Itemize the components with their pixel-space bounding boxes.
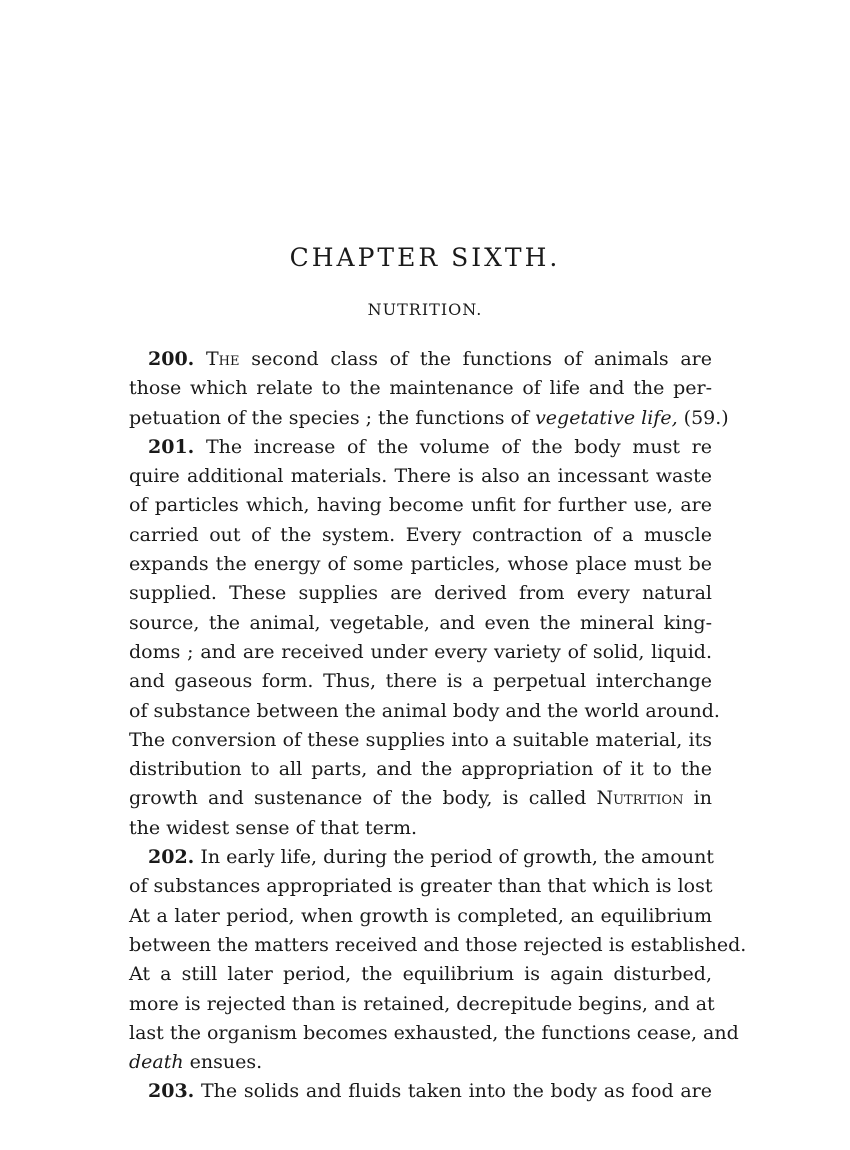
- text-line: distribution to all parts, and the appropriation of it to the: [129, 758, 712, 781]
- text-line: more is rejected than is retained, decrepitude begins, and at: [129, 992, 715, 1015]
- paragraph-202-line-1: [129, 843, 712, 872]
- text-line: last the organism becomes exhausted, the functions cease, and: [129, 1021, 739, 1044]
- italic-word: death: [129, 1051, 184, 1074]
- paragraph-number: 203.: [148, 1080, 195, 1103]
- italic-phrase: vegetative life,: [535, 406, 678, 429]
- body-text: [129, 345, 747, 1107]
- text-line: quire additional materials. There is also an incessant waste: [129, 465, 712, 488]
- text-line: [129, 404, 729, 433]
- text-line: and gaseous form. Thus, there is a perpetual interchange: [129, 670, 712, 693]
- text-line: between the matters received and those rejected is established.: [129, 933, 747, 956]
- text-line: expands the energy of some particles, whose place must be: [129, 553, 712, 576]
- text-line: supplied. These supplies are derived from every natural: [129, 582, 712, 605]
- paragraph-number: 201.: [148, 435, 195, 458]
- text-run: The solids and fluids taken into the body as food are: [201, 1080, 712, 1103]
- paragraph-number: 200.: [148, 348, 195, 370]
- text-line: The conversion of these supplies into a suitable material, its: [129, 728, 712, 751]
- section-title: NUTRITION.: [367, 300, 483, 319]
- text-line: At a still later period, the equilibrium is again disturbed,: [129, 963, 712, 986]
- text-run: The increase of the volume of the body must re: [205, 435, 713, 458]
- text-line: of substance between the animal body and the world around.: [129, 699, 720, 722]
- text-run: (59.): [683, 406, 729, 429]
- text-run: in: [693, 787, 712, 810]
- small-caps-word: The: [206, 348, 240, 370]
- paragraph-number: 202.: [148, 846, 195, 869]
- text-line: carried out of the system. Every contraction of a muscle: [129, 523, 712, 546]
- text-line: of substances appropriated is greater than that which is lost: [129, 875, 713, 898]
- text-line: At a later period, when growth is completed, an equilibrium: [129, 904, 712, 927]
- text-line: source, the animal, vegetable, and even the mineral king-: [129, 611, 712, 634]
- text-line: those which relate to the maintenance of life and the per-: [129, 377, 712, 400]
- text-run: petuation of the species ; the functions of: [129, 406, 530, 429]
- text-line: doms ; and are received under every variety of solid, liquid.: [129, 640, 712, 663]
- text-run: In early life, during the period of growth, the amount: [200, 846, 714, 869]
- paragraph-203-line-1: [129, 1077, 712, 1106]
- paragraph-200-line-1: [129, 345, 712, 374]
- chapter-title: CHAPTER SIXTH.: [289, 243, 561, 272]
- text-line: [129, 784, 712, 813]
- text-line: the widest sense of that term.: [129, 816, 417, 839]
- text-line: of particles which, having become unfit for further use, are: [129, 494, 712, 517]
- text-run: ensues.: [189, 1051, 263, 1074]
- text-run: second class of the functions of animals are: [251, 348, 713, 370]
- paragraph-201-line-1: [129, 433, 712, 462]
- text-line: [129, 1048, 712, 1077]
- small-caps-word: Nutrition: [596, 787, 684, 810]
- text-run: growth and sustenance of the body, is called: [129, 787, 587, 810]
